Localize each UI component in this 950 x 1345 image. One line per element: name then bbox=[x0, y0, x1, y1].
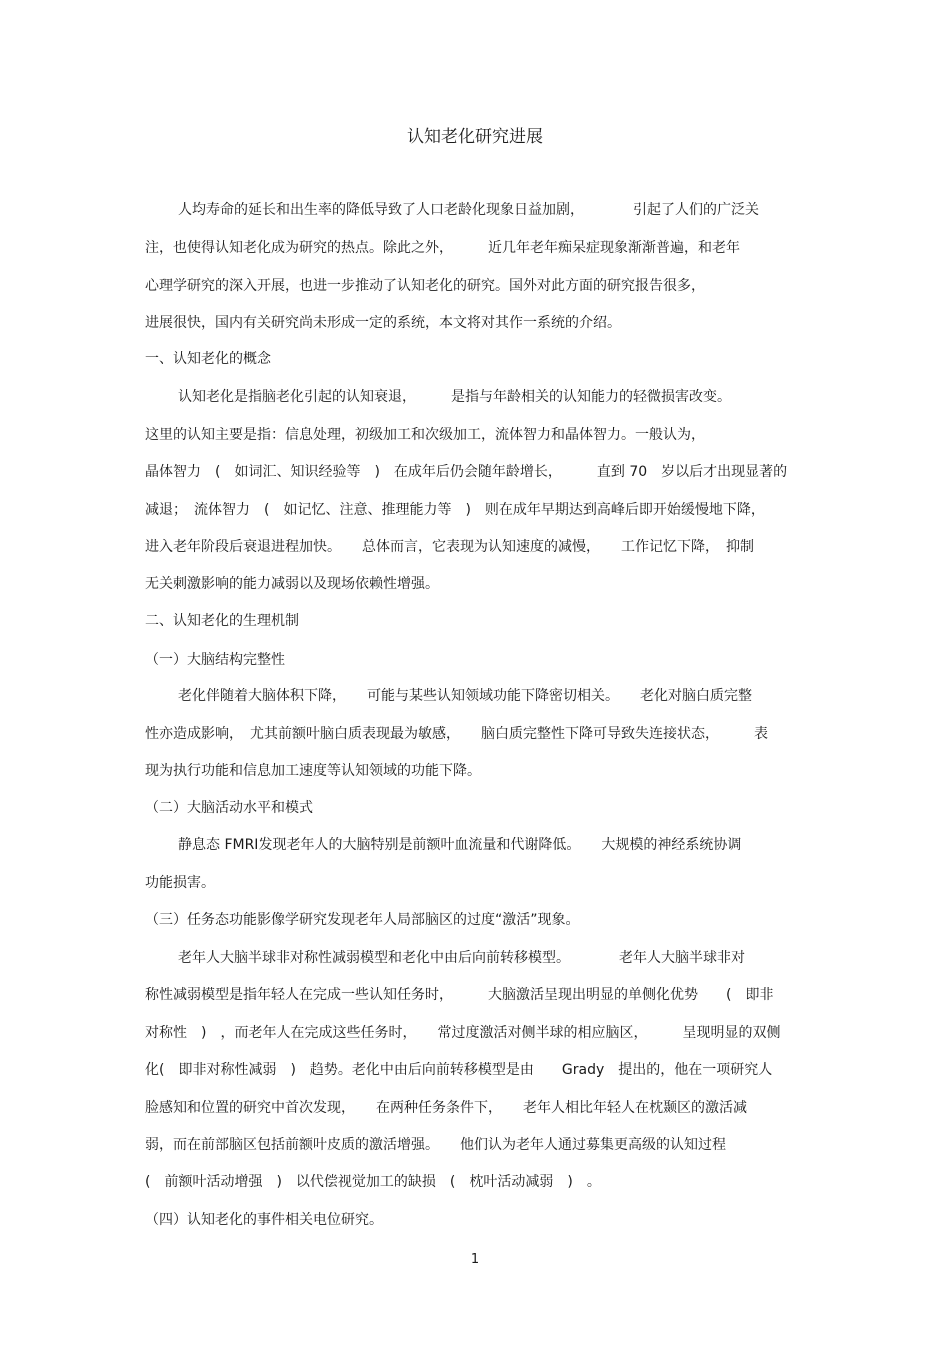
paragraph-line: 弱，而在前部脑区包括前额叶皮质的激活增强。 他们认为老年人通过募集更高级的认知过程 bbox=[145, 1137, 726, 1153]
paragraph-line: 静息态 FMRI发现老年人的大脑特别是前额叶血流量和代谢降低。 大规模的神经系统协调 bbox=[178, 837, 742, 853]
paragraph-line: ( 前额叶活动增强 ) 以代偿视觉加工的缺损 ( 枕叶活动减弱 ) 。 bbox=[145, 1174, 601, 1190]
paragraph-line: 认知老化是指脑老化引起的认知衰退， 是指与年龄相关的认知能力的轻微损害改变。 bbox=[178, 389, 731, 405]
subsection-heading: （二）大脑活动水平和模式 bbox=[145, 800, 313, 816]
paragraph-line: 老年人大脑半球非对称性减弱模型和老化中由后向前转移模型。 老年人大脑半球非对 bbox=[178, 950, 745, 966]
paragraph-line: 注，也使得认知老化成为研究的热点。除此之外， 近几年老年痴呆症现象渐渐普遍，和老年 bbox=[145, 240, 740, 256]
paragraph-line: 减退； 流体智力 ( 如记忆、注意、推理能力等 ) 则在成年早期达到高峰后即开始缓慢地下降， bbox=[145, 502, 765, 518]
paragraph-line: 进入老年阶段后衰退进程加快。 总体而言，它表现为认知速度的减慢， 工作记忆下降， 抑制 bbox=[145, 539, 754, 555]
paragraph-line: 功能损害。 bbox=[145, 875, 215, 891]
paragraph-line: 老化伴随着大脑体积下降， 可能与某些认知领域功能下降密切相关。 老化对脑白质完整 bbox=[178, 688, 752, 704]
subsection-heading: （一）大脑结构完整性 bbox=[145, 652, 285, 668]
paragraph-line: 对称性 ) ，而老年人在完成这些任务时， 常过度激活对侧半球的相应脑区， 呈现明显的双侧 bbox=[145, 1025, 781, 1041]
section-heading: 一、认知老化的概念 bbox=[145, 351, 271, 367]
document-title: 认知老化研究进展 bbox=[407, 127, 543, 147]
paragraph-line: 化( 即非对称性减弱 ) 趋势。老化中由后向前转移模型是由 Grady 提出的，他在一项研究人 bbox=[145, 1062, 773, 1078]
paragraph-line: 现为执行功能和信息加工速度等认知领域的功能下降。 bbox=[145, 763, 481, 779]
subsection-heading: （四）认知老化的事件相关电位研究。 bbox=[145, 1212, 383, 1228]
paragraph-line: 称性减弱模型是指年轻人在完成一些认知任务时， 大脑激活呈现出明显的单侧化优势 ( 即非 bbox=[145, 987, 774, 1003]
page-number: 1 bbox=[470, 1252, 480, 1267]
paragraph-line: 这里的认知主要是指：信息处理，初级加工和次级加工，流体智力和晶体智力。一般认为， bbox=[145, 427, 705, 443]
paragraph-line: 晶体智力 ( 如词汇、知识经验等 ) 在成年后仍会随年龄增长， 直到 70 岁以后才出现显著的 bbox=[145, 464, 788, 480]
subsection-heading: （三）任务态功能影像学研究发现老年人局部脑区的过度“激活”现象。 bbox=[145, 912, 580, 928]
paragraph-line: 心理学研究的深入开展，也进一步推动了认知老化的研究。国外对此方面的研究报告很多， bbox=[145, 278, 705, 294]
paragraph-line: 性亦造成影响， 尤其前额叶脑白质表现最为敏感， 脑白质完整性下降可导致失连接状态， 表 bbox=[145, 726, 768, 742]
paragraph-line: 进展很快，国内有关研究尚未形成一定的系统，本文将对其作一系统的介绍。 bbox=[145, 315, 621, 331]
paragraph-line: 脸感知和位置的研究中首次发现， 在两种任务条件下， 老年人相比年轻人在枕颞区的激活减 bbox=[145, 1100, 747, 1116]
section-heading: 二、认知老化的生理机制 bbox=[145, 613, 299, 629]
paragraph-line: 人均寿命的延长和出生率的降低导致了人口老龄化现象日益加剧， 引起了人们的广泛关 bbox=[178, 202, 759, 218]
paragraph-line: 无关刺激影响的能力减弱以及现场依赖性增强。 bbox=[145, 576, 439, 592]
